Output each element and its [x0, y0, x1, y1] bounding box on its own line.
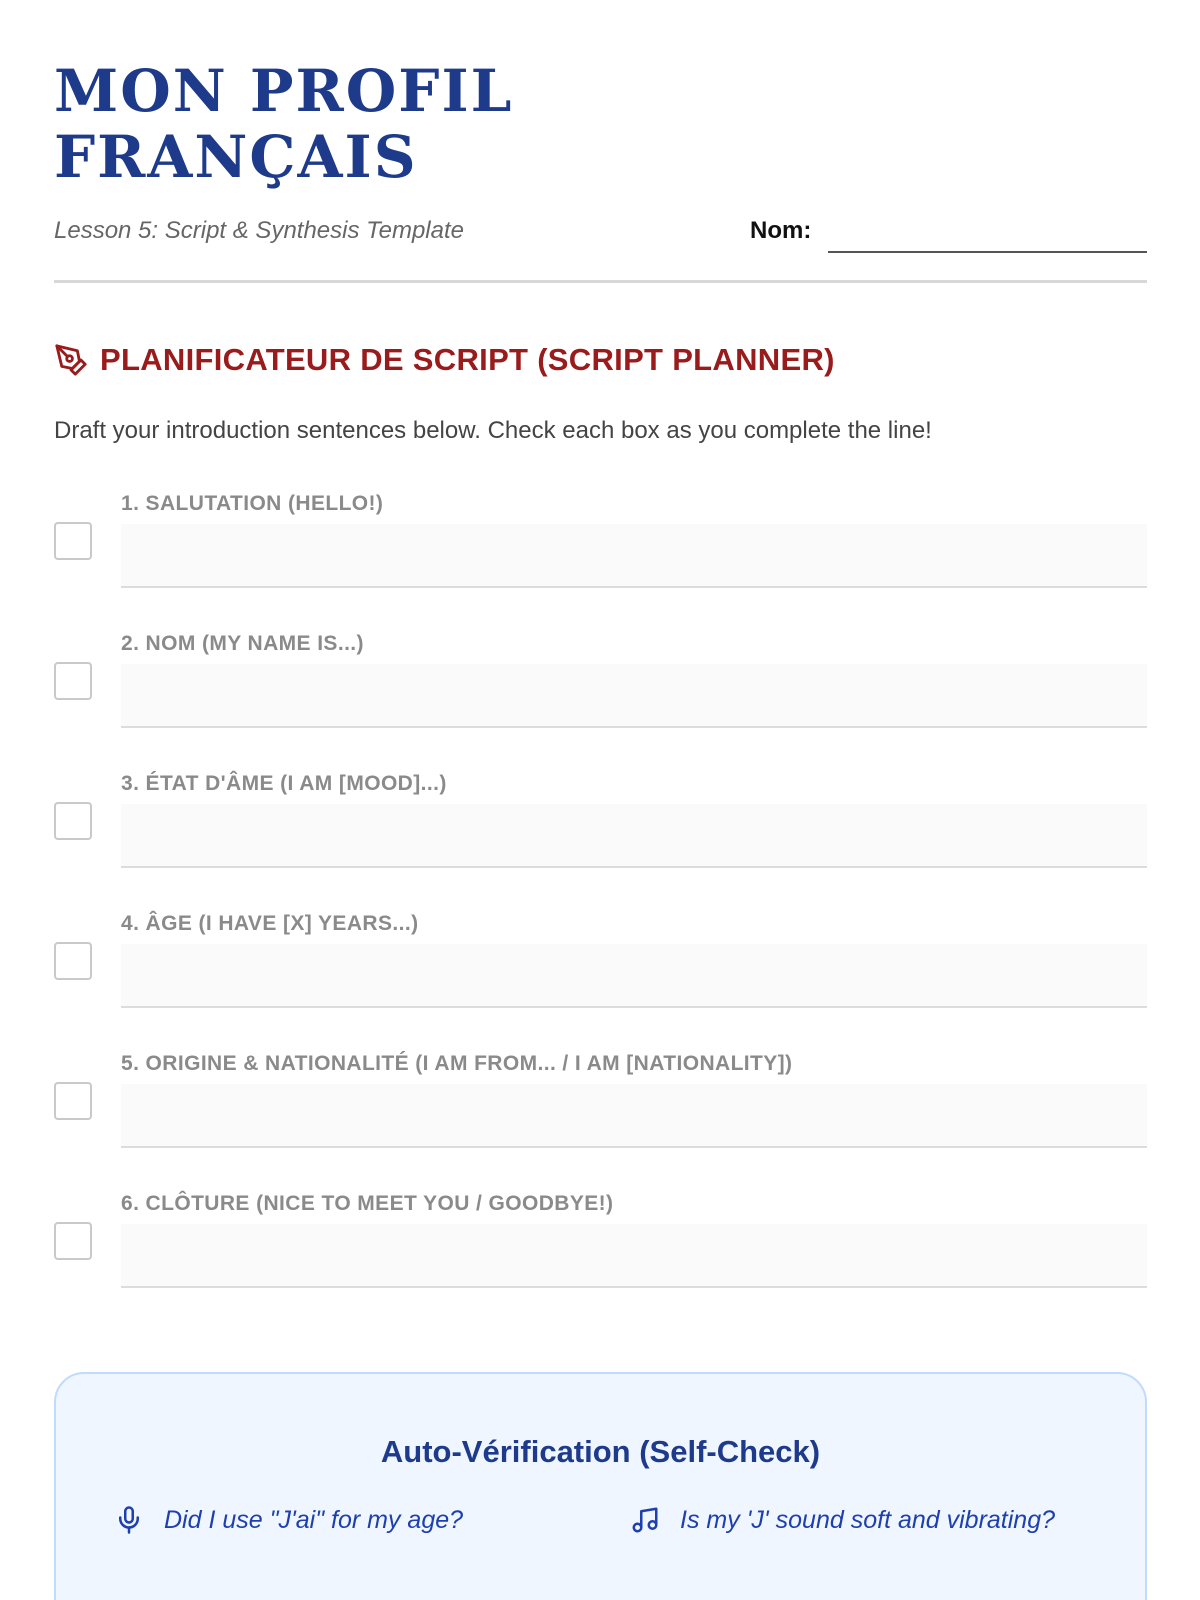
script-item-origine	[54, 1052, 1147, 1162]
self-check-point-j-sound	[630, 1504, 1055, 1536]
page-title-line-2: FRANÇAIS	[54, 123, 418, 191]
section-title: PLANIFICATEUR DE SCRIPT (SCRIPT PLANNER)	[100, 342, 835, 377]
item-input[interactable]	[121, 1224, 1147, 1288]
item-checkbox[interactable]	[54, 802, 92, 840]
page-title-line-1: MON PROFIL	[54, 57, 514, 125]
item-checkbox[interactable]	[54, 942, 92, 980]
item-checkbox[interactable]	[54, 662, 92, 700]
page-title	[54, 58, 513, 190]
self-check-text: Did I use "J'ai" for my age?	[164, 1505, 464, 1534]
item-label: 3. ÉTAT D'ÂME (I AM [MOOD]...)	[121, 772, 447, 795]
item-input[interactable]	[121, 1084, 1147, 1148]
script-planner-heading	[54, 340, 835, 380]
item-checkbox[interactable]	[54, 522, 92, 560]
script-item-cloture	[54, 1192, 1147, 1302]
worksheet-page	[54, 0, 1147, 1600]
item-label: 5. ORIGINE & NATIONALITÉ (I AM FROM... / I AM [NATIONALITY])	[121, 1052, 793, 1075]
item-input[interactable]	[121, 524, 1147, 588]
item-label: 2. NOM (MY NAME IS...)	[121, 632, 364, 655]
item-checkbox[interactable]	[54, 1082, 92, 1120]
script-item-age	[54, 912, 1147, 1022]
item-label: 4. ÂGE (I HAVE [X] YEARS...)	[121, 912, 419, 935]
script-item-salutation	[54, 492, 1147, 602]
header-divider	[54, 280, 1147, 283]
self-check-text: Is my 'J' sound soft and vibrating?	[680, 1505, 1056, 1534]
name-field-line[interactable]	[828, 251, 1147, 253]
item-input[interactable]	[121, 664, 1147, 728]
self-check-panel	[54, 1372, 1147, 1600]
item-input[interactable]	[121, 944, 1147, 1008]
script-item-nom	[54, 632, 1147, 742]
lesson-subtitle: Lesson 5: Script & Synthesis Template	[54, 217, 464, 244]
pen-nib-icon	[54, 343, 88, 377]
item-checkbox[interactable]	[54, 1222, 92, 1260]
item-label: 6. CLÔTURE (NICE TO MEET YOU / GOODBYE!)	[121, 1192, 614, 1215]
item-label: 1. SALUTATION (HELLO!)	[121, 492, 384, 515]
name-label: Nom:	[750, 217, 812, 244]
music-note-icon	[630, 1504, 660, 1536]
script-item-etat-d-ame	[54, 772, 1147, 882]
self-check-point-age	[114, 1504, 463, 1536]
planner-instructions: Draft your introduction sentences below. Check each box as you complete the line!	[54, 417, 932, 444]
item-input[interactable]	[121, 804, 1147, 868]
microphone-icon	[114, 1504, 144, 1536]
self-check-title: Auto-Vérification (Self-Check)	[380, 1434, 821, 1469]
